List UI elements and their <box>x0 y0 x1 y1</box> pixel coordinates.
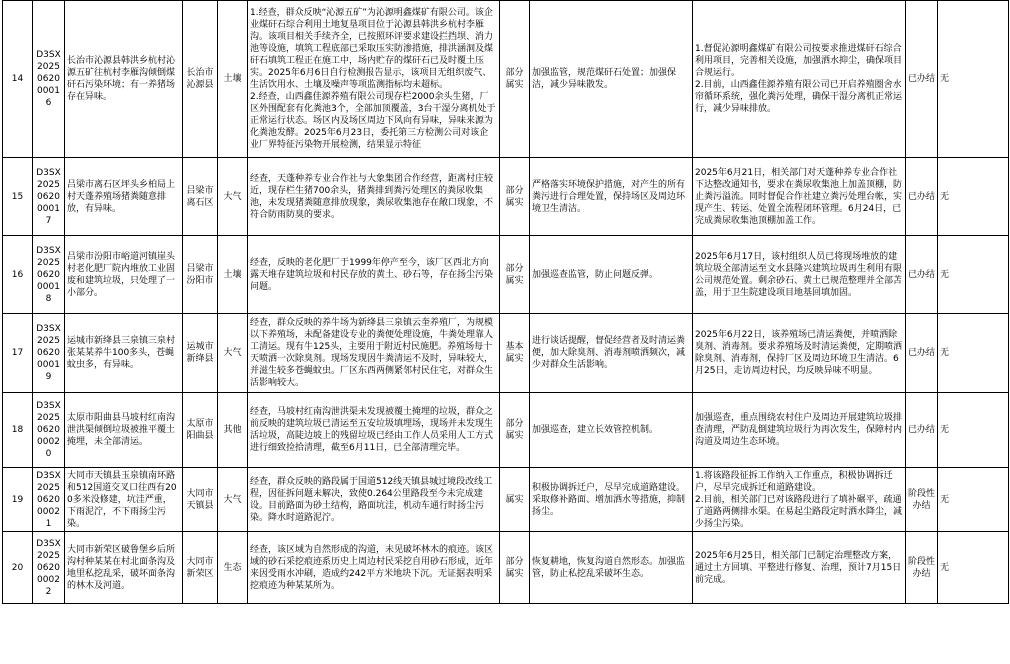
case-code-text: D3SX2025062000021 <box>36 470 61 529</box>
status-badge-text: 阶段性办结 <box>908 556 935 579</box>
investigation-finding-text: 经查，马坡村红南沟泄洪渠未发现被覆土掩埋的垃圾，群众之前反映的建筑垃圾已清运至五安垃圾填埋场，现场并未发现生活垃圾，高陡边坡上的残留垃圾已经由工作人员采用人工方式进行细致捡拾清理，截至6月11日，已全部清理完毕。 <box>250 407 494 453</box>
status-badge <box>906 1 938 158</box>
administrative-area <box>183 158 218 236</box>
verdict <box>500 1 530 158</box>
rectification-result-text: 2025年6月17日，该村组织人员已将现场堆放的建筑垃圾全部清运至文水县隆兴建筑垃圾再生利用有限公司规范处置。剩余砂石、黄土已规范整理并全部苫盖，用于卫生院建设项目地基回填加固。 <box>695 251 903 298</box>
verdict-text: 部分属实 <box>505 263 524 286</box>
complaint-content <box>65 393 183 468</box>
investigation-finding <box>248 314 500 393</box>
case-code-text: D3SX2025062000020 <box>36 401 61 459</box>
pollution-type-text: 土壤 <box>223 74 242 84</box>
investigation-finding-text: 经查，天蓬种养专业合作社与大象集团合作经营，距离村庄较近，现存栏生猪700余头，猪粪排到粪污处理区的粪尿收集池，未发现猪粪随意排放现象，粪尿收集池存在敞口现象，不符合防雨防臭的要求。 <box>250 173 494 220</box>
handling-measures <box>530 393 693 468</box>
handling-measures <box>530 532 693 604</box>
row-number <box>3 468 33 532</box>
verdict-text: 属实 <box>505 494 524 505</box>
row-number <box>3 532 33 604</box>
rectification-result <box>693 236 906 314</box>
case-code-text: D3SX2025062000017 <box>36 167 61 226</box>
investigation-finding-text: 经查，该区域为自然形成的沟道，未见破坏林木的痕迹。该区域的砂石采挖痕迹系历史上周边村民采挖自用砂石形成，近年来因受雨水冲刷，造成约242平方米地块下沉。无证据表明采挖痕迹为种某某所为。 <box>250 544 494 591</box>
case-code <box>33 158 65 236</box>
administrative-area-text: 大同市天镇县 <box>186 488 214 511</box>
pollution-type <box>218 158 248 236</box>
pollution-type <box>218 236 248 314</box>
accountability-text: 无 <box>940 425 950 435</box>
investigation-finding-text: 1.经查，群众反映“沁源五矿”为沁源明鑫煤矿有限公司。该企业煤矸石综合利用土地复垦项目位于沁源县韩洪乡杭村李雁沟。该项目相关手续齐全，已按照环评要求建设拦挡坝、消力池等设施，填筑工程底部已采取压实防渗措施，排洪涵洞及煤矸石填筑工程正在施工中，场内贮存的煤矸石已及时覆土压实。2025年6月6日自行检测报告显示，该项目无组织废气、生活饮用水、土壤及噪声等项监测指标均未超标。 2.经查，山西鑫佳源养殖有限公司现存栏2000余头生猪，厂区外围配套有化粪池3个，全部加顶覆盖，3台干湿分离机处于正常运行状态。场区内及场区周边下风向有异味，异味来源为化粪池发酵。2025年6月23日，委托第三方检测公司对该企业厂界特征污染物开展检测，结果显示特征 <box>250 8 496 150</box>
accountability <box>938 468 1009 532</box>
accountability <box>938 236 1009 314</box>
pollution-type-text: 土壤 <box>223 269 242 280</box>
handling-measures <box>530 314 693 393</box>
administrative-area <box>183 236 218 314</box>
status-badge <box>906 393 938 468</box>
table-row <box>3 158 1009 236</box>
investigation-finding <box>248 236 500 314</box>
administrative-area <box>183 532 218 604</box>
investigation-finding <box>248 468 500 532</box>
status-badge-text: 已办结 <box>908 425 935 435</box>
table-body <box>3 1 1009 604</box>
accountability <box>938 1 1009 158</box>
case-code <box>33 468 65 532</box>
verdict <box>500 532 530 604</box>
row-number <box>3 393 33 468</box>
pollution-type-text: 生态 <box>223 562 242 573</box>
administrative-area <box>183 393 218 468</box>
pollution-type-text: 大气 <box>223 348 242 358</box>
complaint-content-text: 吕梁市离石区坪头乡柏局上村天蓬养殖场猪粪随意排放，有异味。 <box>67 179 176 214</box>
pollution-type-text: 大气 <box>223 191 242 202</box>
complaint-table <box>2 0 1009 604</box>
administrative-area <box>183 314 218 393</box>
handling-measures-text: 严格落实环境保护措施，对产生的所有粪污进行合理处置，保持场区及周边环境卫生清洁。 <box>532 179 686 214</box>
pollution-type <box>218 468 248 532</box>
accountability-text: 无 <box>940 348 950 358</box>
status-badge-text: 已办结 <box>908 191 935 202</box>
status-badge <box>906 468 938 532</box>
pollution-type-text: 其他 <box>223 425 242 435</box>
handling-measures-text: 加强监管，规范煤矸石处置；加强保洁，减少异味散发。 <box>532 68 677 90</box>
handling-measures-text: 恢复耕地，恢复沟道自然形态。加强监管，防止私挖乱采破坏生态。 <box>532 556 686 579</box>
administrative-area <box>183 468 218 532</box>
status-badge-text: 阶段性办结 <box>908 488 935 511</box>
row-number-text: 16 <box>11 269 24 280</box>
administrative-area-text: 长治市沁源县 <box>186 68 214 90</box>
case-code <box>33 1 65 158</box>
administrative-area-text: 吕梁市汾阳市 <box>186 263 214 286</box>
handling-measures <box>530 236 693 314</box>
complaint-content <box>65 1 183 158</box>
complaint-content-text: 运城市新绛县三泉镇三泉村张某某养牛100多头，苍蝇蚊虫多，有异味。 <box>67 336 176 370</box>
row-number-text: 17 <box>11 348 24 358</box>
complaint-content-text: 吕梁市汾阳市峪道河镇崖头村老化肥厂院内堆放工业固废和建筑垃圾，只处理了一小部分。 <box>67 251 176 298</box>
investigation-finding <box>248 532 500 604</box>
row-number <box>3 314 33 393</box>
complaint-content <box>65 468 183 532</box>
table-row <box>3 314 1009 393</box>
accountability-text: 无 <box>940 562 950 573</box>
pollution-type <box>218 1 248 158</box>
complaint-content <box>65 158 183 236</box>
rectification-result-text: 2025年6月22日，该养殖场已清运粪便，并喷洒除臭剂、消毒剂。要求养殖场及时清运粪便，定期喷洒除臭剂、消毒剂，保持厂区及周边环境卫生清洁。6月25日，走访周边村民，均反映异味不明显。 <box>695 330 903 376</box>
table-row <box>3 393 1009 468</box>
row-number-text: 18 <box>11 425 24 435</box>
rectification-result-text: 加强巡查，重点围绕农村住户及周边开展建筑垃圾排查清理，严防乱倒建筑垃圾行为再次发生，保障村内沟道及周边生态环境。 <box>695 413 903 447</box>
handling-measures-text: 加强巡查，建立长效管控机制。 <box>532 425 659 435</box>
row-number-text: 20 <box>11 562 24 573</box>
handling-measures <box>530 468 693 532</box>
complaint-content <box>65 532 183 604</box>
rectification-result-text: 1.督促沁源明鑫煤矿有限公司按要求推进煤矸石综合利用项目，完善相关设施，加强洒水抑尘，确保项目合规运行。 2.目前，山西鑫佳源养殖有限公司已开启养殖圈舍水帘循环系统，强化粪污处理，确保干湿分离机正常运行，减少异味排放。 <box>695 44 903 114</box>
administrative-area-text: 太原市阳曲县 <box>186 419 214 441</box>
verdict-text: 部分属实 <box>505 68 524 90</box>
handling-measures-text: 积极协调拆迁户，尽早完成道路建设。采取修补路面、增加洒水等措施，抑制扬尘。 <box>532 482 686 517</box>
verdict-text: 部分属实 <box>505 185 524 208</box>
administrative-area-text: 大同市新荣区 <box>186 556 214 579</box>
verdict-text: 部分属实 <box>505 419 524 441</box>
pollution-type <box>218 532 248 604</box>
rectification-result <box>693 158 906 236</box>
accountability-text: 无 <box>940 494 950 505</box>
verdict <box>500 236 530 314</box>
accountability <box>938 532 1009 604</box>
row-number-text: 19 <box>11 494 24 505</box>
investigation-finding-text: 经查，反映的老化肥厂于1999年停产至今，该厂区西北方向露天堆存建筑垃圾和村民存放的黄土、砂石等，存在扬尘污染问题。 <box>250 257 494 292</box>
accountability-text: 无 <box>940 74 950 84</box>
accountability-text: 无 <box>940 191 950 202</box>
case-code-text: D3SX2025062000016 <box>36 50 61 108</box>
verdict <box>500 314 530 393</box>
accountability-text: 无 <box>940 269 950 280</box>
investigation-finding-text: 经查，群众反映的路段属于国道512线天镇县城过境段改线工程，因征拆问题未解决，致使0.264公里路段至今未完成建设。目前路面为砂土结构，路面坑洼，机动车通行时扬尘污染。降水时道路泥泞。 <box>250 476 493 523</box>
status-badge <box>906 158 938 236</box>
row-number <box>3 1 33 158</box>
complaint-content-text: 大同市新荣区破鲁堡乡后所沟村种某某在村北面条沟及地里私挖乱采，破坏面条沟的林木及河道。 <box>67 544 176 591</box>
accountability <box>938 393 1009 468</box>
handling-measures-text: 进行谈话提醒，督促经营者及时清运粪便，加大除臭剂、消毒剂喷洒频次，减少对群众生活影响。 <box>532 336 686 370</box>
status-badge-text: 已办结 <box>908 348 935 358</box>
pollution-type <box>218 314 248 393</box>
pollution-type-text: 大气 <box>223 494 242 505</box>
status-badge-text: 已办结 <box>908 74 935 84</box>
investigation-finding-text: 经查，群众反映的养牛场为新绛县三泉镇云奎养殖厂，为规模以下养殖场，未配备建设专业的粪便处理设施，牛粪处理靠人工清运。现有牛125头，主要用于附近村民施肥。养殖场每十天喷洒一次除臭剂。现场发现因牛粪清运不及时，异味较大，并滋生较多苍蝇蚊虫。厂区东西两侧紧邻村民住宅，对群众生活影响较大。 <box>250 318 494 388</box>
table-row <box>3 1 1009 158</box>
verdict-text: 基本属实 <box>505 342 524 364</box>
investigation-finding <box>248 393 500 468</box>
accountability <box>938 314 1009 393</box>
investigation-finding <box>248 1 500 158</box>
verdict <box>500 393 530 468</box>
handling-measures-text: 加强巡查监管，防止问题反弹。 <box>532 269 659 280</box>
handling-measures <box>530 158 693 236</box>
status-badge-text: 已办结 <box>908 269 935 280</box>
table-row <box>3 468 1009 532</box>
rectification-result <box>693 532 906 604</box>
complaint-content <box>65 236 183 314</box>
complaint-content <box>65 314 183 393</box>
complaint-content-text: 太原市阳曲县马坡村红南沟泄洪渠倾倒垃圾被推平覆土掩埋，未全部清运。 <box>67 413 176 447</box>
status-badge <box>906 532 938 604</box>
case-code-text: D3SX2025062000022 <box>36 538 61 597</box>
complaint-content-text: 长治市沁源县韩洪乡杭村沁源五矿往杭村李雁沟倾倒煤矸石污染环境；有一养猪场存在异味。 <box>67 56 176 102</box>
row-number <box>3 236 33 314</box>
complaint-content-text: 大同市天镇县玉泉镇南环路和512国道交叉口往西有200多米没修建，坑洼严重，下雨泥泞，不下雨扬尘污染。 <box>67 470 177 529</box>
case-code-text: D3SX2025062000018 <box>36 245 61 304</box>
investigation-finding <box>248 158 500 236</box>
table-row <box>3 532 1009 604</box>
handling-measures <box>530 1 693 158</box>
case-code <box>33 393 65 468</box>
rectification-result <box>693 393 906 468</box>
rectification-result-text: 2025年6月25日，相关部门已制定治理整改方案，通过土方回填、平整进行修复、治理，预计7月15日前完成。 <box>695 550 902 585</box>
pollution-type <box>218 393 248 468</box>
rectification-result <box>693 314 906 393</box>
row-number <box>3 158 33 236</box>
verdict <box>500 158 530 236</box>
table-row <box>3 236 1009 314</box>
rectification-result <box>693 468 906 532</box>
case-code-text: D3SX2025062000019 <box>36 324 61 382</box>
accountability <box>938 158 1009 236</box>
administrative-area-text: 吕梁市离石区 <box>186 185 214 208</box>
case-code <box>33 532 65 604</box>
administrative-area-text: 运城市新绛县 <box>186 342 214 364</box>
status-badge <box>906 236 938 314</box>
verdict <box>500 468 530 532</box>
status-badge <box>906 314 938 393</box>
rectification-result-text: 2025年6月21日，相关部门对天蓬种养专业合作社下达整改通知书，要求在粪尿收集池上加盖顶棚，防止粪污溢流。同时督促合作社建立粪污处理台帐，实现产生、转运、处置全流程闭环管理。6月24日，已完成粪尿收集池顶棚加盖工作。 <box>695 167 903 226</box>
administrative-area <box>183 1 218 158</box>
verdict-text: 部分属实 <box>505 556 524 579</box>
rectification-result <box>693 1 906 158</box>
case-code <box>33 236 65 314</box>
row-number-text: 14 <box>11 74 24 84</box>
rectification-result-text: 1.将该路段征拆工作纳入工作重点，积极协调拆迁户，尽早完成拆迁和道路建设。 2.目前，相关部门已对该路段进行了填补碾平，疏通了道路两侧排水渠。在易起尘路段定时洒水降尘，减少扬尘污染。 <box>695 470 903 529</box>
row-number-text: 15 <box>11 191 24 202</box>
case-code <box>33 314 65 393</box>
